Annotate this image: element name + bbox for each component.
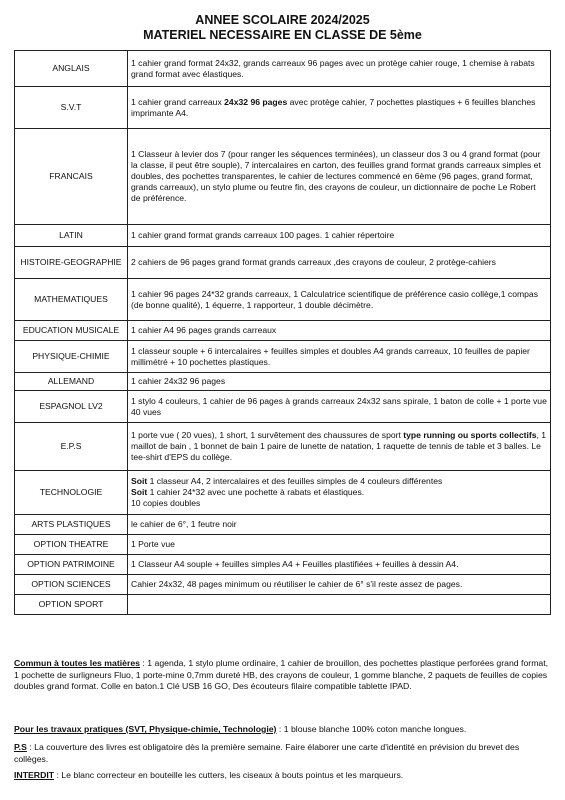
items-cell [128,423,551,471]
table-row [15,321,551,341]
subject-cell: ANGLAIS [15,51,128,87]
table-row [15,129,551,225]
table-row [15,391,551,423]
items-text-bold: Soit [131,476,148,486]
items-cell [128,129,551,225]
items-cell [128,535,551,555]
items-cell [128,471,551,515]
note-label: P.S [14,742,27,752]
table-row [15,341,551,373]
items-text: 1 stylo 4 couleurs, 1 cahier de 96 pages à grands carreaux 24x32 sans spirale, 1 baton de colle + 1 porte vue 40 vues [131,395,547,417]
table-row [15,51,551,87]
items-text: 1 Classeur A4 souple + feuilles simples A4 + Feuilles plastifiées + feuilles à dessin A4. [131,559,459,569]
subject-cell: MATHEMATIQUES [15,279,128,321]
subject-cell: OPTION SCIENCES [15,575,128,595]
page-subtitle: MATERIEL NECESSAIRE EN CLASSE DE 5ème [143,28,422,42]
table-row [15,471,551,515]
supplies-table [14,50,551,615]
subject-cell: E.P.S [15,423,128,471]
items-text: , 1 maillot de bain , 1 bonnet de bain 1 paire de lunette de natation, 1 raquette de tennis de table et 3 balles. Le tee-shirt d'EPS du collège. [131,430,547,462]
table-row [15,373,551,391]
items-text: 1 classeur souple + 6 intercalaires + feuilles simples et doubles A4 grands carreaux, 10 feuilles de papier millimétré + 10 pochettes plastiques. [131,345,530,367]
items-text: 1 cahier grand format 24x32, grands carreaux 96 pages avec un protège cahier rouge, 1 chemise à rabats grand format avec élastiques. [131,57,535,79]
items-cell [128,515,551,535]
items-text: avec protège cahier, 7 pochettes plastiques + 6 feuilles blanches imprimante A4. [131,96,536,118]
table-row [15,247,551,279]
items-cell [128,247,551,279]
subject-cell: TECHNOLOGIE [15,471,128,515]
note-text: : Le blanc correcteur en bouteille les cutters, les ciseaux à bouts pointus et les marqueurs. [54,770,404,780]
items-cell [128,225,551,247]
ps-note [14,742,551,765]
items-text: Cahier 24x32, 48 pages minimum ou réutiliser le cahier de 6° s'il reste assez de pages. [131,579,463,589]
items-text: 2 cahiers de 96 pages grand format grands carreaux ,des crayons de couleur, 2 protège-cahiers [131,257,496,267]
items-cell [128,391,551,423]
table-row [15,515,551,535]
items-cell [128,341,551,373]
items-text: 1 cahier grand format grands carreaux 100 pages. 1 cahier répertoire [131,230,395,240]
items-text: 1 cahier A4 96 pages grands carreaux [131,325,277,335]
items-text: 1 cahier 96 pages 24*32 grands carreaux, 1 Calculatrice scientifique de préférence casio collège,1 compas (de bonne qualité), 1 équerre, 1 rapporteur, 1 double décimètre. [131,288,539,310]
items-text-bold: 24x32 96 pages [224,96,288,107]
items-cell [128,51,551,87]
table-row [15,87,551,129]
subject-cell: PHYSIQUE-CHIMIE [15,341,128,373]
items-text: le cahier de 6°, 1 feutre noir [131,519,237,529]
subject-cell: ARTS PLASTIQUES [15,515,128,535]
note-label: INTERDIT [14,770,55,780]
items-text: 1 Porte vue [131,539,175,549]
items-text: 1 porte vue ( 20 vues), 1 short, 1 survêtement des chaussures de sport [131,430,404,440]
subject-cell: ESPAGNOL LV2 [15,391,128,423]
subject-cell: ALLEMAND [15,373,128,391]
items-cell [128,87,551,129]
common-supplies-note [14,658,551,693]
subject-cell: LATIN [15,225,128,247]
items-cell [128,555,551,575]
items-cell [128,279,551,321]
items-text: 10 copies doubles [131,498,201,508]
subject-cell: EDUCATION MUSICALE [15,321,128,341]
items-cell [128,575,551,595]
table-row [15,279,551,321]
note-text: : La couverture des livres est obligatoire dès la première semaine. Faire élaborer une carte d'identité en prévision du brevet des collèges. [14,742,520,764]
note-label: Pour les travaux pratiques (SVT, Physique-chimie, Technologie) [14,724,277,734]
subject-cell: S.V.T [15,87,128,129]
items-text: 1 Classeur à levier dos 7 (pour ranger les séquences terminées), un classeur dos 3 ou 4 grand format (pour la classe, il peut être souple), 7 intercalaires en carton, des feuilles grand format grands carreaux simples et doubles, des pochettes transparentes, le cahier de lectures commencé en 6ème (96 pages, grand format, grands carreaux), un stylo plume ou feutre fin, des crayons de couleur, un dictionnaire de poche Le Robert de préférence. [131,149,541,203]
items-cell [128,321,551,341]
items-text-bold: Soit [131,487,148,497]
table-row [15,575,551,595]
items-text-bold: type running ou sports collectifs [403,430,537,440]
note-label: Commun à toutes les matières [14,658,141,668]
table-row [15,555,551,575]
forbidden-note [14,770,551,782]
subject-cell: FRANCAIS [15,129,128,225]
items-text: 1 cahier grand carreaux [131,96,225,107]
note-text: : 1 blouse blanche 100% coton manche longues. [276,724,467,734]
subject-cell: OPTION PATRIMOINE [15,555,128,575]
items-text: 1 cahier 24*32 avec une pochette à rabats et élastiques. [147,487,365,497]
items-text: 1 cahier 24x32 96 pages [131,376,226,386]
page-title: ANNEE SCOLAIRE 2024/2025 [195,13,370,27]
subject-cell: HISTOIRE-GEOGRAPHIE [15,247,128,279]
practical-work-note [14,724,551,736]
note-text: : 1 agenda, 1 stylo plume ordinaire, 1 cahier de brouillon, des pochettes plastique perforées grand format, 1 pochette de surligneurs Fluo, 1 porte-mine 0,7mm dureté HB, des crayons de couleur, 1 gomme blanche, 2 paquets de feuilles de copies doubles grand format. Colle en baton.1 Clé USB 16 GO, Des écouteurs filaire compatible tablette IPAD. [14,658,549,691]
items-cell [128,595,551,615]
items-text: 1 classeur A4, 2 intercalaires et des feuilles simples de 4 couleurs différentes [147,476,443,486]
items-cell [128,373,551,391]
table-row [15,535,551,555]
subject-cell: OPTION SPORT [15,595,128,615]
table-row [15,423,551,471]
table-row [15,225,551,247]
subject-cell: OPTION THEATRE [15,535,128,555]
table-row [15,595,551,615]
